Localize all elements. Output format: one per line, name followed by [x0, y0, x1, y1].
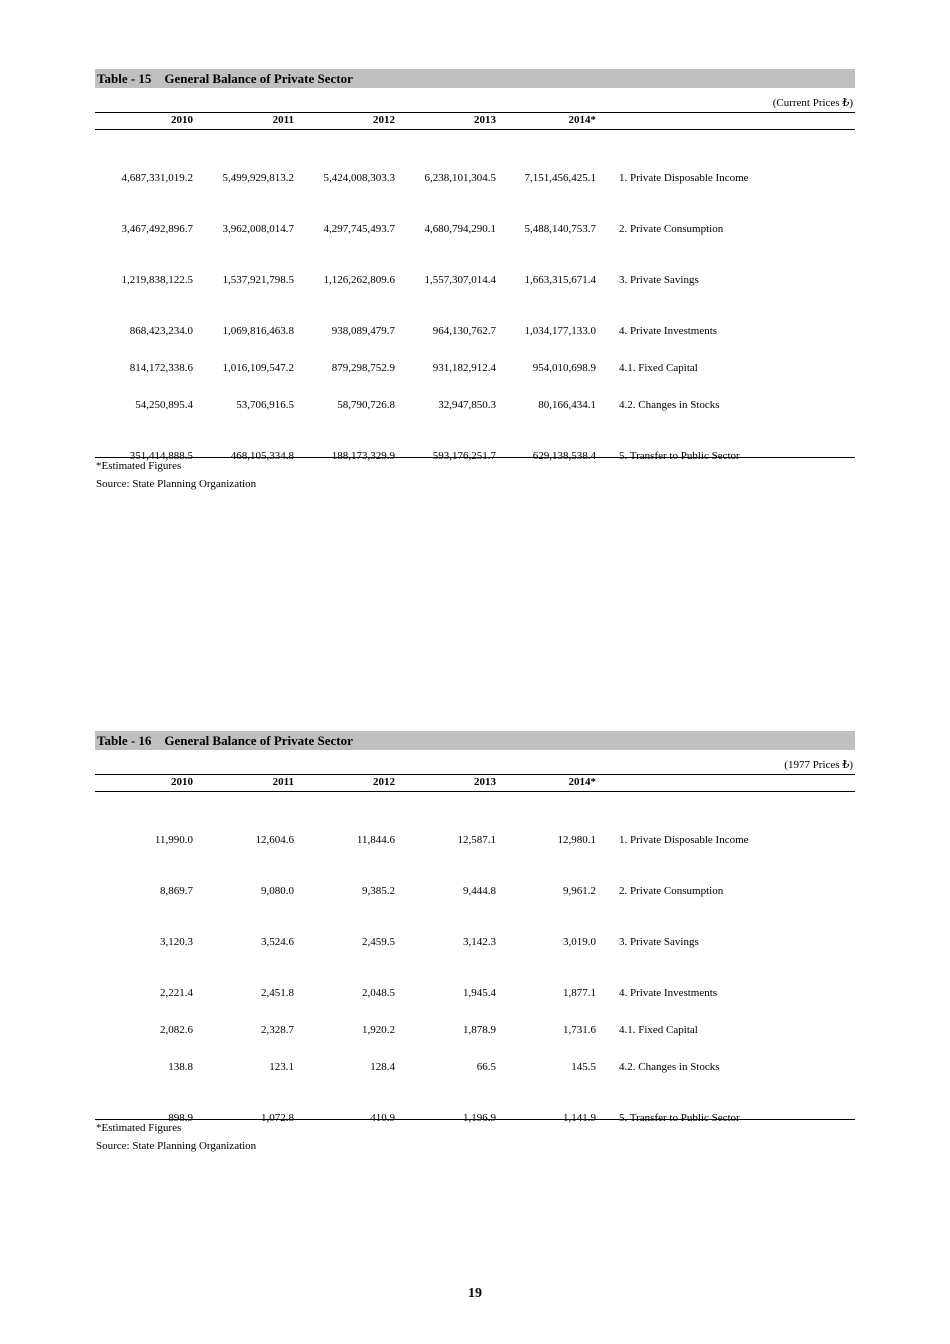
value-cell: 123.1	[269, 1061, 294, 1073]
value-cell: 964,130,762.7	[432, 325, 496, 337]
value-cell: 1,069,816,463.8	[222, 325, 294, 337]
value-cell: 145.5	[571, 1061, 596, 1073]
value-cell: 80,166,434.1	[538, 399, 596, 411]
unit-label: (Current Prices ₺)	[772, 97, 853, 109]
row-label: 2. Private Consumption	[619, 223, 724, 235]
value-cell: 1,141.9	[563, 1112, 596, 1124]
table-bottom-rule	[95, 457, 855, 458]
value-cell: 12,604.6	[255, 834, 294, 846]
table-row	[95, 362, 855, 376]
value-cell: 931,182,912.4	[432, 362, 496, 374]
value-cell: 2,082.6	[160, 1024, 193, 1036]
value-cell: 5,499,929,813.2	[222, 172, 294, 184]
table-row	[95, 885, 855, 899]
row-label: 3. Private Savings	[619, 936, 699, 948]
value-cell: 2,328.7	[261, 1024, 294, 1036]
value-cell: 188,173,329.9	[331, 450, 395, 462]
row-label: 3. Private Savings	[619, 274, 699, 286]
table-row	[95, 936, 855, 950]
value-cell: 1,877.1	[563, 987, 596, 999]
value-cell: 1,920.2	[362, 1024, 395, 1036]
year-header: 2011	[272, 776, 294, 788]
table-row	[95, 1024, 855, 1038]
unit-label: (1977 Prices ₺)	[784, 759, 853, 771]
table-bottom-rule	[95, 1119, 855, 1120]
table-row	[95, 223, 855, 237]
table-row	[95, 1061, 855, 1075]
value-cell: 3,962,008,014.7	[222, 223, 294, 235]
value-cell: 53,706,916.5	[236, 399, 294, 411]
value-cell: 4,680,794,290.1	[424, 223, 496, 235]
value-cell: 7,151,456,425.1	[524, 172, 596, 184]
value-cell: 954,010,698.9	[532, 362, 596, 374]
value-cell: 58,790,726.8	[337, 399, 395, 411]
value-cell: 351,414,888.5	[129, 450, 193, 462]
row-label: 1. Private Disposable Income	[619, 834, 749, 846]
value-cell: 12,980.1	[557, 834, 596, 846]
value-cell: 1,016,109,547.2	[222, 362, 294, 374]
row-label: 4.1. Fixed Capital	[619, 1024, 698, 1036]
value-cell: 54,250,895.4	[135, 399, 193, 411]
value-cell: 2,459.5	[362, 936, 395, 948]
row-label: 1. Private Disposable Income	[619, 172, 749, 184]
value-cell: 9,444.8	[463, 885, 496, 897]
value-cell: 5,424,008,303.3	[323, 172, 395, 184]
row-label: 4.1. Fixed Capital	[619, 362, 698, 374]
value-cell: 1,072.8	[261, 1112, 294, 1124]
value-cell: 2,221.4	[160, 987, 193, 999]
table-row	[95, 325, 855, 339]
value-cell: 11,844.6	[356, 834, 395, 846]
table-16	[95, 731, 855, 1152]
value-cell: 32,947,850.3	[438, 399, 496, 411]
value-cell: 1,945.4	[463, 987, 496, 999]
estimate-note: *Estimated Figures	[96, 460, 182, 472]
table-15	[95, 69, 855, 490]
value-cell: 1,034,177,133.0	[524, 325, 596, 337]
value-cell: 2,451.8	[261, 987, 294, 999]
value-cell: 814,172,338.6	[129, 362, 193, 374]
year-header: 2013	[474, 114, 496, 126]
value-cell: 3,524.6	[261, 936, 294, 948]
table-title: Table - 15 General Balance of Private Sector	[95, 69, 855, 88]
estimate-note: *Estimated Figures	[96, 1122, 182, 1134]
table-row	[95, 834, 855, 848]
row-label: 5. Transfer to Public Sector	[619, 1112, 740, 1124]
value-cell: 8,869.7	[160, 885, 193, 897]
row-label: 4. Private Investments	[619, 325, 718, 337]
header-top-rule	[95, 112, 855, 113]
source-note: Source: State Planning Organization	[96, 1140, 257, 1152]
value-cell: 468,105,334.8	[230, 450, 294, 462]
value-cell: 3,120.3	[160, 936, 193, 948]
value-cell: 898.9	[168, 1112, 193, 1124]
value-cell: 4,297,745,493.7	[323, 223, 395, 235]
value-cell: 9,385.2	[362, 885, 395, 897]
year-header: 2012	[373, 114, 395, 126]
year-header-row	[95, 776, 855, 792]
year-header: 2014*	[568, 776, 596, 788]
value-cell: 3,019.0	[563, 936, 596, 948]
page-number: 19	[468, 1286, 482, 1301]
row-label: 4.2. Changes in Stocks	[619, 1061, 720, 1073]
year-header: 2013	[474, 776, 496, 788]
value-cell: 879,298,752.9	[331, 362, 395, 374]
year-header: 2010	[171, 776, 193, 788]
value-cell: 1,878.9	[463, 1024, 496, 1036]
value-cell: 1,557,307,014.4	[424, 274, 496, 286]
value-cell: 9,961.2	[563, 885, 596, 897]
table-title: Table - 16 General Balance of Private Sector	[95, 731, 855, 750]
header-top-rule	[95, 774, 855, 775]
value-cell: 128.4	[370, 1061, 395, 1073]
value-cell: 1,663,315,671.4	[524, 274, 596, 286]
header-bottom-rule	[95, 791, 855, 792]
value-cell: 66.5	[476, 1061, 496, 1073]
value-cell: 1,731.6	[563, 1024, 596, 1036]
value-cell: 138.8	[168, 1061, 193, 1073]
value-cell: 1,537,921,798.5	[222, 274, 294, 286]
value-cell: 2,048.5	[362, 987, 395, 999]
table-row	[95, 172, 855, 186]
row-label: 2. Private Consumption	[619, 885, 724, 897]
row-label: 4. Private Investments	[619, 987, 718, 999]
value-cell: 410.9	[370, 1112, 395, 1124]
value-cell: 3,142.3	[463, 936, 496, 948]
year-header: 2014*	[568, 114, 596, 126]
value-cell: 938,089,479.7	[331, 325, 395, 337]
value-cell: 4,687,331,019.2	[121, 172, 193, 184]
value-cell: 5,488,140,753.7	[524, 223, 596, 235]
source-note: Source: State Planning Organization	[96, 478, 257, 490]
table-row	[95, 399, 855, 413]
value-cell: 1,196.9	[463, 1112, 496, 1124]
value-cell: 3,467,492,896.7	[121, 223, 193, 235]
header-bottom-rule	[95, 129, 855, 130]
year-header-row	[95, 114, 855, 130]
value-cell: 629,138,538.4	[532, 450, 596, 462]
value-cell: 9,080.0	[261, 885, 294, 897]
value-cell: 1,126,262,809.6	[323, 274, 395, 286]
year-header: 2011	[272, 114, 294, 126]
year-header: 2010	[171, 114, 193, 126]
value-cell: 6,238,101,304.5	[424, 172, 496, 184]
table-row	[95, 987, 855, 1001]
value-cell: 593,176,251.7	[432, 450, 496, 462]
value-cell: 868,423,234.0	[129, 325, 193, 337]
value-cell: 12,587.1	[457, 834, 496, 846]
value-cell: 1,219,838,122.5	[121, 274, 193, 286]
value-cell: 11,990.0	[154, 834, 193, 846]
row-label: 5. Transfer to Public Sector	[619, 450, 740, 462]
table-row	[95, 274, 855, 288]
year-header: 2012	[373, 776, 395, 788]
row-label: 4.2. Changes in Stocks	[619, 399, 720, 411]
